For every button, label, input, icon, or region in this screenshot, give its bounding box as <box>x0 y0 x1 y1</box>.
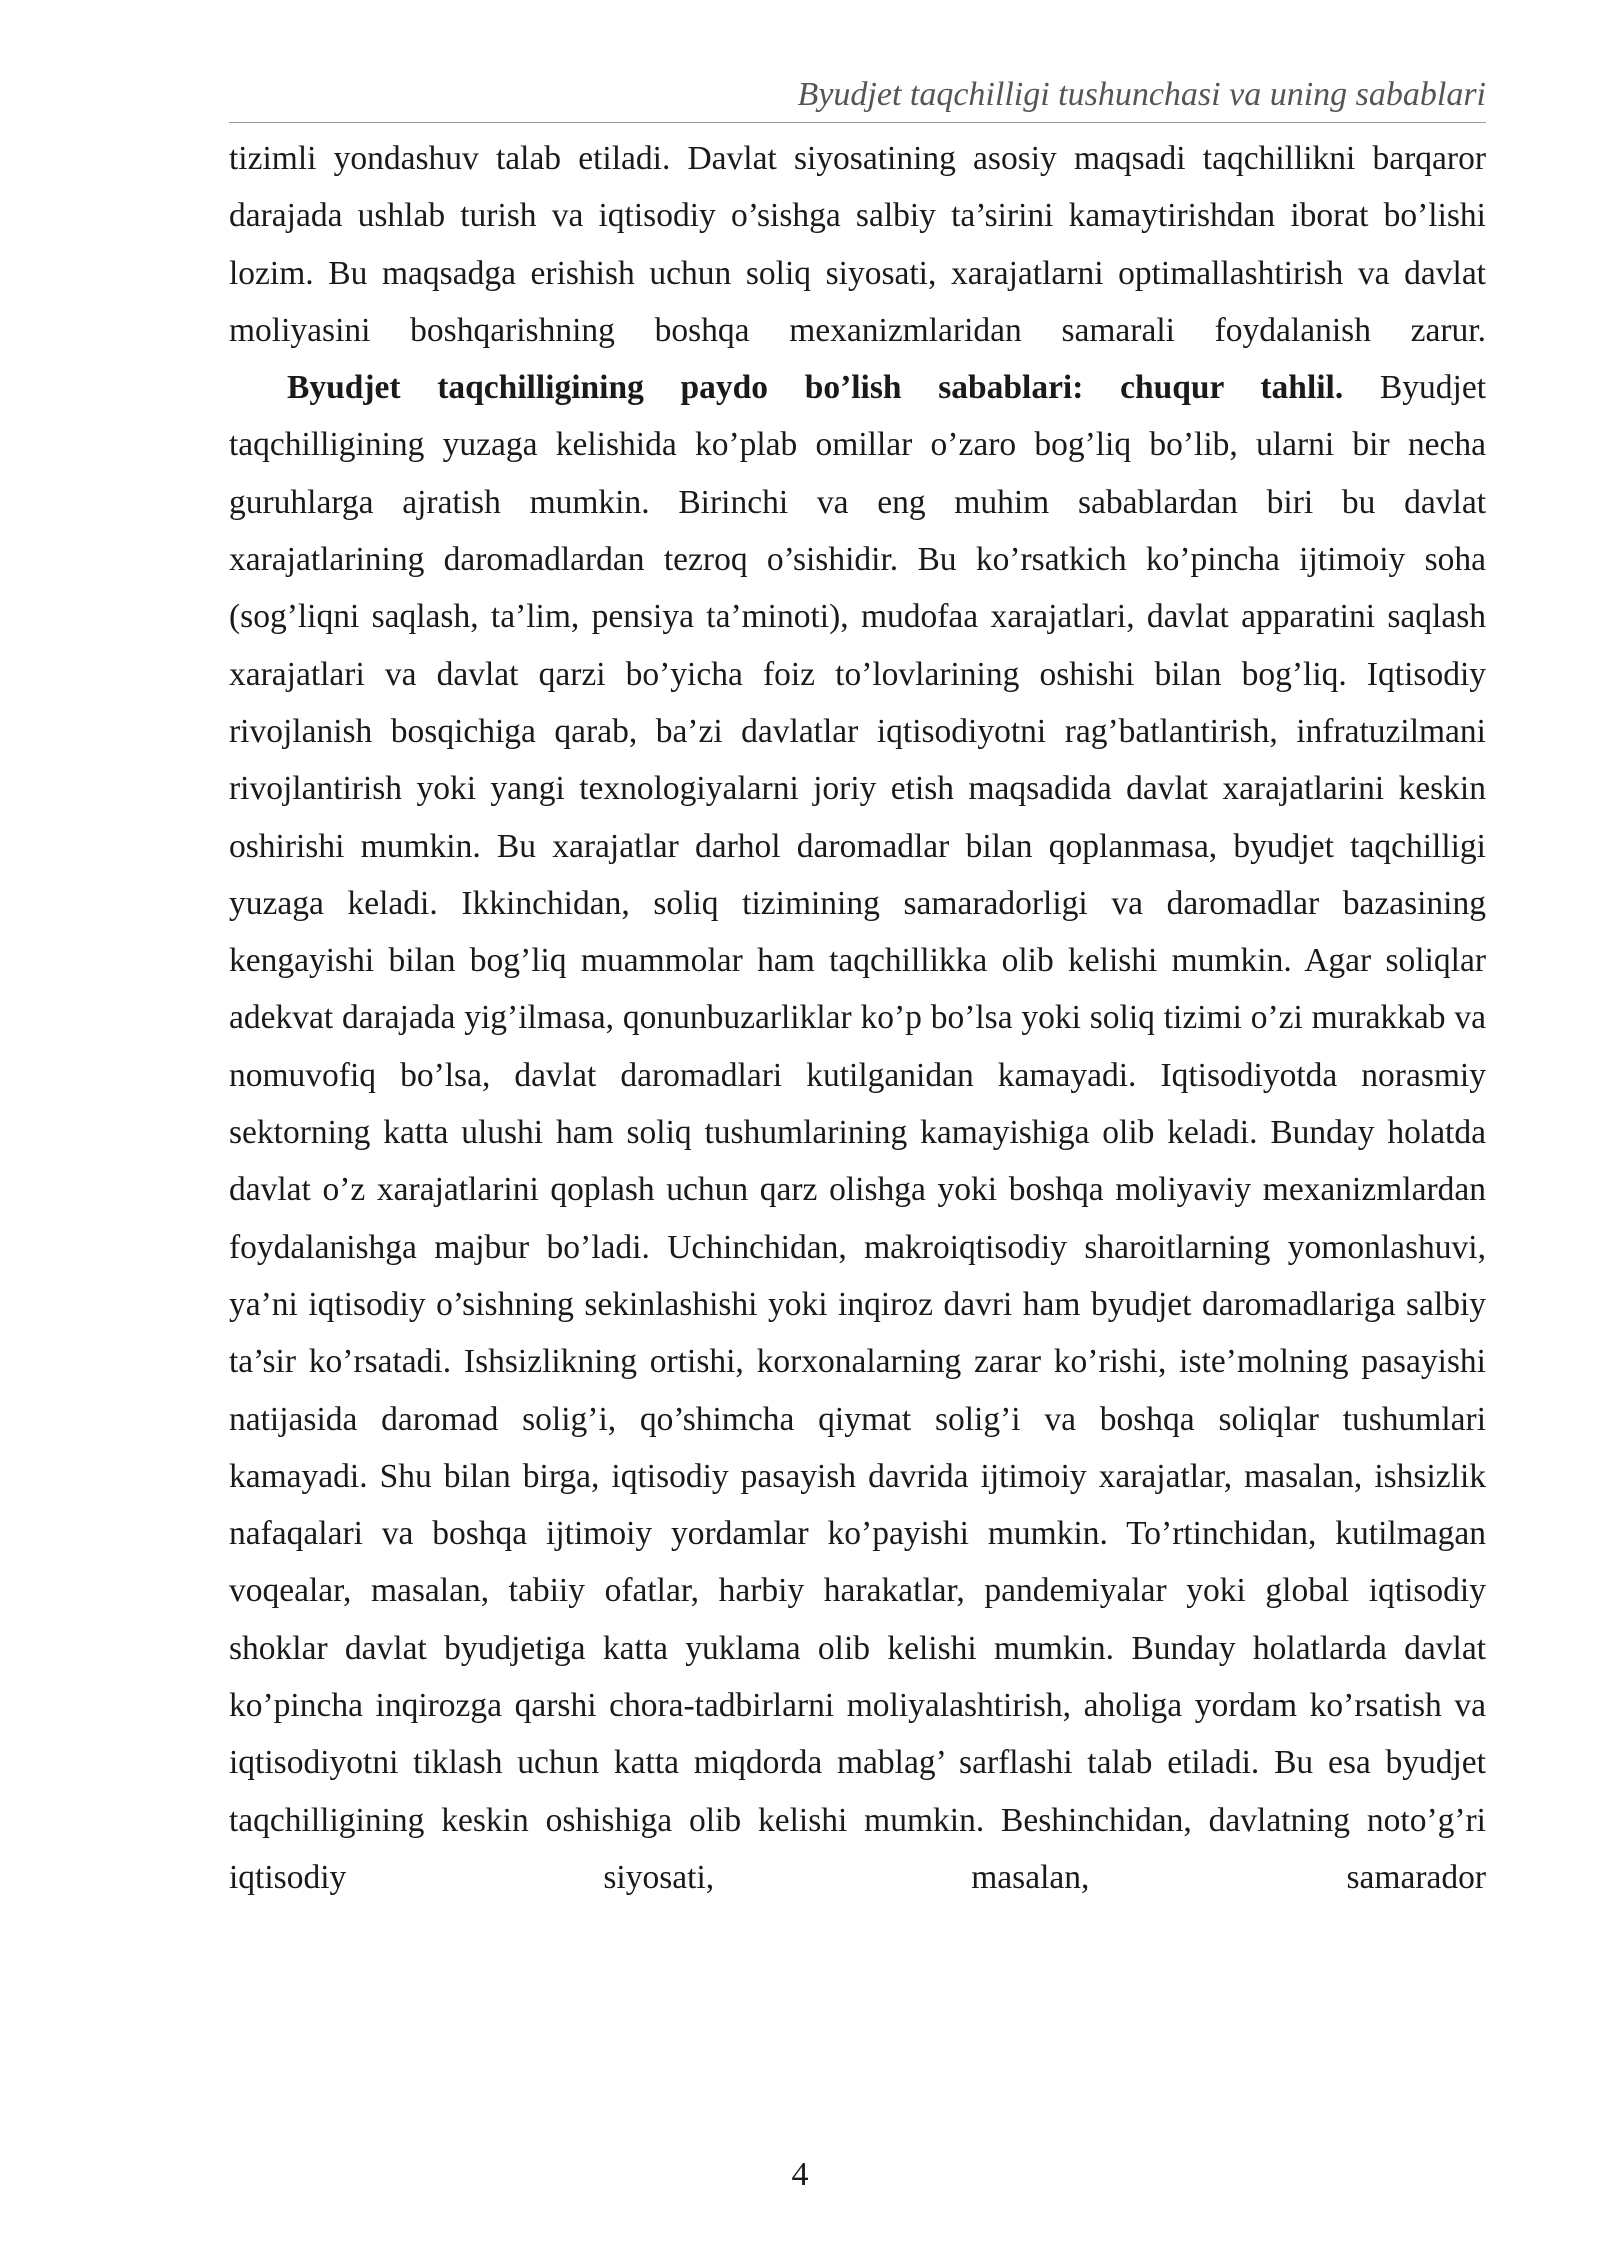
page-number: 4 <box>791 2156 809 2193</box>
section-body-text: Byudjet taqchilligining yuzaga kelishida ko’plab omillar o’zaro bog’liq bo’lib, ularni bir necha guruhlarga ajratish mumkin. Birinchi va eng muhim sabablardan biri bu davlat xarajatlarining daromadlardan tezroq o’sishidir. Bu ko’rsatkich ko’pincha ijtimoiy soha (sog’liqni saqlash, ta’lim, pensiya ta’minoti), mudofaa xarajatlari, davlat apparatini saqlash xarajatlari va davlat qarzi bo’yicha foiz to’lovlarining oshishi bilan bog’liq. Iqtisodiy rivojlanish bosqichiga qarab, ba’zi davlatlar iqtisodiyotni rag’batlantirish, infratuzilmani rivojlantirish yoki yangi texnologiyalarni joriy etish maqsadida davlat xarajatlarini keskin oshirishi mumkin. Bu xarajatlar darhol daromadlar bilan qoplanmasa, byudjet taqchilligi yuzaga keladi. Ikkinchidan, soliq tizimining samaradorligi va daromadlar bazasining kengayishi bilan bog’liq muammolar ham taqchillikka olib kelishi mumkin. Agar soliqlar adekvat darajada yig’ilmasa, qonunbuzarliklar ko’p bo’lsa yoki soliq tizimi o’zi murakkab va nomuvofiq bo’lsa, davlat daromadlari kutilganidan kamayadi. Iqtisodiyotda norasmiy sektorning katta ulushi ham soliq tushumlarining kamayishiga olib keladi. Bunday holatda davlat o’z xarajatlarini qoplash uchun qarz olishga yoki boshqa moliyaviy mexanizmlardan foydalanishga majbur bo’ladi. Uchinchidan, makroiqtisodiy sharoitlarning yomonlashuvi, ya’ni iqtisodiy o’sishning sekinlashishi yoki inqiroz davri ham byudjet daromadlariga salbiy ta’sir ko’rsatadi. Ishsizlikning ortishi, korxonalarning zarar ko’rishi, iste’molning pasayishi natijasida daromad solig’i, qo’shimcha qiymat solig’i va boshqa soliqlar tushumlari kamayadi. Shu bilan birga, iqtisodiy pasayish davrida ijtimoiy xarajatlar, masalan, ishsizlik nafaqalari va boshqa ijtimoiy yordamlar ko’payishi mumkin. To’rtinchidan, kutilmagan voqealar, masalan, tabiiy ofatlar, harbiy harakatlar, pandemiyalar yoki global iqtisodiy shoklar davlat byudjetiga katta yuklama olib kelishi mumkin. Bunday holatlarda davlat ko’pincha inqirozga qarshi chora-tadbirlarni moliyalashtirish, aholiga yordam ko’rsatish va iqtisodiyotni tiklash uchun katta miqdorda mablag’ sarflashi talab etiladi. Bu esa byudjet taqchilligining keskin oshishiga olib kelishi mumkin. Beshinchidan, davlatning noto’g’ri iqtisodiy siyosati, masalan, samarador <box>229 369 1487 1896</box>
paragraph-causes <box>229 359 1486 1906</box>
running-header <box>229 68 1486 123</box>
paragraph-continuation: tizimli yondashuv talab etiladi. Davlat siyosatining asosiy maqsadi taqchillikni barqaror darajada ushlab turish va iqtisodiy o’sishga salbiy ta’sirini kamaytirishdan iborat bo’lishi lozim. Bu maqsadga erishish uchun soliq siyosati, xarajatlarni optimallashtirish va davlat moliyasini boshqarishning boshqa mexanizmlaridan samarali foydalanish zarur. <box>229 140 1486 349</box>
running-title: Byudjet taqchilligi tushunchasi va uning sabablari <box>797 76 1486 113</box>
page-body <box>229 130 1486 1906</box>
section-heading: Byudjet taqchilligining paydo bo’lish sabablari: chuqur tahlil. <box>287 369 1344 407</box>
